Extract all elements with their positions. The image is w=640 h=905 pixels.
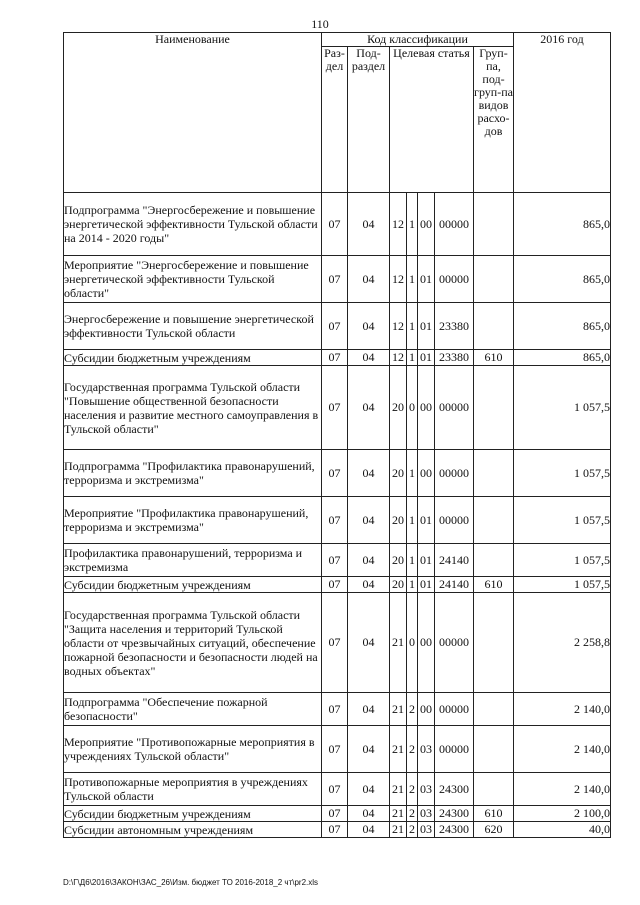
cell-group: 610 (474, 577, 514, 593)
cell-t2: 2 (407, 726, 418, 773)
cell-t1: 21 (390, 806, 407, 822)
cell-t4: 23380 (435, 303, 474, 350)
cell-t1: 21 (390, 773, 407, 806)
cell-group (474, 726, 514, 773)
cell-t4: 00000 (435, 497, 474, 544)
budget-table (63, 32, 611, 838)
header-podrazdel: Под-раздел (348, 47, 390, 193)
cell-amount: 865,0 (514, 193, 611, 256)
cell-t3: 03 (418, 726, 435, 773)
cell-t4: 24300 (435, 773, 474, 806)
cell-group (474, 303, 514, 350)
cell-amount: 865,0 (514, 350, 611, 366)
cell-name: Государственная программа Тульской области "Защита населения и территорий Тульской области от чрезвычайных ситуаций, обеспечение пожарной безопасности и безопасности людей на водных объектах" (64, 593, 322, 693)
cell-name: Энергосбережение и повышение энергетической эффективности Тульской области (64, 303, 322, 350)
cell-t3: 00 (418, 593, 435, 693)
cell-t1: 12 (390, 256, 407, 303)
cell-t3: 01 (418, 497, 435, 544)
cell-amount: 2 140,0 (514, 726, 611, 773)
cell-t1: 21 (390, 822, 407, 838)
cell-t2: 2 (407, 806, 418, 822)
cell-name: Субсидии бюджетным учреждениям (64, 577, 322, 593)
cell-t1: 21 (390, 593, 407, 693)
cell-t3: 01 (418, 577, 435, 593)
cell-name: Субсидии бюджетным учреждениям (64, 350, 322, 366)
cell-t4: 24140 (435, 544, 474, 577)
file-path-footer: D:\Г\Д6\2016\ЗАКОН\ЗАС_26\Изм. бюджет ТО 2016-2018_2 чт\pr2.xls (63, 878, 319, 887)
cell-t4: 00000 (435, 693, 474, 726)
table-row (64, 193, 611, 256)
header-row-top (64, 33, 611, 47)
table-row (64, 693, 611, 726)
cell-t4: 23380 (435, 350, 474, 366)
cell-t1: 21 (390, 726, 407, 773)
table-body (64, 193, 611, 838)
cell-podrazdel: 04 (348, 193, 390, 256)
cell-razdel: 07 (322, 303, 348, 350)
cell-podrazdel: 04 (348, 577, 390, 593)
cell-t2: 2 (407, 773, 418, 806)
cell-t1: 20 (390, 366, 407, 450)
cell-t2: 1 (407, 303, 418, 350)
cell-name: Мероприятие "Профилактика правонарушений, терроризма и экстремизма" (64, 497, 322, 544)
cell-t2: 0 (407, 366, 418, 450)
cell-group: 620 (474, 822, 514, 838)
cell-group (474, 693, 514, 726)
cell-t1: 20 (390, 577, 407, 593)
cell-t1: 12 (390, 303, 407, 350)
cell-t4: 24140 (435, 577, 474, 593)
table-row (64, 593, 611, 693)
cell-podrazdel: 04 (348, 726, 390, 773)
cell-podrazdel: 04 (348, 450, 390, 497)
table-row (64, 806, 611, 822)
cell-razdel: 07 (322, 806, 348, 822)
cell-podrazdel: 04 (348, 822, 390, 838)
cell-t2: 2 (407, 822, 418, 838)
cell-t1: 20 (390, 450, 407, 497)
cell-t3: 03 (418, 773, 435, 806)
cell-razdel: 07 (322, 193, 348, 256)
cell-podrazdel: 04 (348, 593, 390, 693)
cell-name: Субсидии бюджетным учреждениям (64, 806, 322, 822)
cell-podrazdel: 04 (348, 773, 390, 806)
table-row (64, 773, 611, 806)
header-name: Наименование (64, 33, 322, 193)
cell-amount: 1 057,5 (514, 544, 611, 577)
cell-amount: 2 140,0 (514, 773, 611, 806)
cell-razdel: 07 (322, 577, 348, 593)
cell-t3: 00 (418, 193, 435, 256)
cell-razdel: 07 (322, 693, 348, 726)
cell-amount: 2 100,0 (514, 806, 611, 822)
header-code-group: Код классификации (322, 33, 514, 47)
cell-amount: 1 057,5 (514, 577, 611, 593)
cell-t2: 1 (407, 577, 418, 593)
cell-amount: 40,0 (514, 822, 611, 838)
cell-t3: 01 (418, 256, 435, 303)
table-row (64, 303, 611, 350)
cell-name: Подпрограмма "Профилактика правонарушений, терроризма и экстремизма" (64, 450, 322, 497)
cell-t3: 01 (418, 544, 435, 577)
table-row (64, 497, 611, 544)
cell-t1: 21 (390, 693, 407, 726)
cell-group (474, 773, 514, 806)
cell-t3: 00 (418, 366, 435, 450)
cell-name: Противопожарные мероприятия в учреждениях Тульской области (64, 773, 322, 806)
cell-name: Профилактика правонарушений, терроризма и экстремизма (64, 544, 322, 577)
header-razdel: Раз-дел (322, 47, 348, 193)
cell-name: Подпрограмма "Энергосбережение и повышение энергетической эффективности Тульской области на 2014 - 2020 годы" (64, 193, 322, 256)
cell-podrazdel: 04 (348, 806, 390, 822)
cell-razdel: 07 (322, 544, 348, 577)
cell-group (474, 593, 514, 693)
header-target: Целевая статья (390, 47, 474, 193)
cell-razdel: 07 (322, 450, 348, 497)
cell-razdel: 07 (322, 256, 348, 303)
cell-name: Мероприятие "Противопожарные мероприятия в учреждениях Тульской области" (64, 726, 322, 773)
cell-t2: 1 (407, 256, 418, 303)
cell-group: 610 (474, 806, 514, 822)
cell-razdel: 07 (322, 822, 348, 838)
cell-t3: 01 (418, 350, 435, 366)
cell-t3: 01 (418, 303, 435, 350)
cell-amount: 2 258,8 (514, 593, 611, 693)
cell-t4: 00000 (435, 593, 474, 693)
cell-podrazdel: 04 (348, 693, 390, 726)
cell-t3: 00 (418, 693, 435, 726)
cell-amount: 865,0 (514, 256, 611, 303)
cell-group (474, 366, 514, 450)
cell-podrazdel: 04 (348, 303, 390, 350)
cell-t2: 1 (407, 450, 418, 497)
cell-razdel: 07 (322, 350, 348, 366)
cell-t2: 1 (407, 497, 418, 544)
cell-amount: 1 057,5 (514, 366, 611, 450)
cell-t4: 24300 (435, 822, 474, 838)
cell-t2: 2 (407, 693, 418, 726)
cell-t3: 00 (418, 450, 435, 497)
cell-t1: 20 (390, 544, 407, 577)
cell-t2: 1 (407, 544, 418, 577)
cell-amount: 1 057,5 (514, 497, 611, 544)
cell-t1: 12 (390, 350, 407, 366)
cell-razdel: 07 (322, 726, 348, 773)
table-row (64, 577, 611, 593)
cell-group (474, 497, 514, 544)
cell-t4: 00000 (435, 450, 474, 497)
cell-t4: 00000 (435, 726, 474, 773)
cell-t4: 00000 (435, 193, 474, 256)
table-row (64, 822, 611, 838)
cell-group (474, 450, 514, 497)
table-row (64, 450, 611, 497)
cell-t3: 03 (418, 806, 435, 822)
table-row (64, 544, 611, 577)
cell-amount: 2 140,0 (514, 693, 611, 726)
cell-razdel: 07 (322, 497, 348, 544)
cell-podrazdel: 04 (348, 544, 390, 577)
table-row (64, 256, 611, 303)
cell-podrazdel: 04 (348, 497, 390, 544)
cell-t2: 1 (407, 350, 418, 366)
cell-t1: 12 (390, 193, 407, 256)
cell-t4: 00000 (435, 366, 474, 450)
cell-t2: 1 (407, 193, 418, 256)
cell-group: 610 (474, 350, 514, 366)
cell-t2: 0 (407, 593, 418, 693)
cell-t4: 00000 (435, 256, 474, 303)
table-row (64, 726, 611, 773)
cell-razdel: 07 (322, 773, 348, 806)
table-row (64, 350, 611, 366)
cell-podrazdel: 04 (348, 350, 390, 366)
cell-podrazdel: 04 (348, 256, 390, 303)
cell-group (474, 544, 514, 577)
table-row (64, 366, 611, 450)
cell-name: Государственная программа Тульской области "Повышение общественной безопасности населения и развитие местного самоуправления в Тульской области" (64, 366, 322, 450)
cell-razdel: 07 (322, 593, 348, 693)
cell-t1: 20 (390, 497, 407, 544)
cell-podrazdel: 04 (348, 366, 390, 450)
cell-group (474, 193, 514, 256)
header-group: Груп-па, под-груп-па видов расхо-дов (474, 47, 514, 193)
cell-group (474, 256, 514, 303)
cell-name: Подпрограмма "Обеспечение пожарной безопасности" (64, 693, 322, 726)
cell-name: Мероприятие "Энергосбережение и повышение энергетической эффективности Тульской области" (64, 256, 322, 303)
cell-name: Субсидии автономным учреждениям (64, 822, 322, 838)
cell-t4: 24300 (435, 806, 474, 822)
page-number: 110 (311, 17, 329, 31)
cell-t3: 03 (418, 822, 435, 838)
cell-amount: 865,0 (514, 303, 611, 350)
cell-razdel: 07 (322, 366, 348, 450)
cell-amount: 1 057,5 (514, 450, 611, 497)
header-year: 2016 год (514, 33, 611, 193)
